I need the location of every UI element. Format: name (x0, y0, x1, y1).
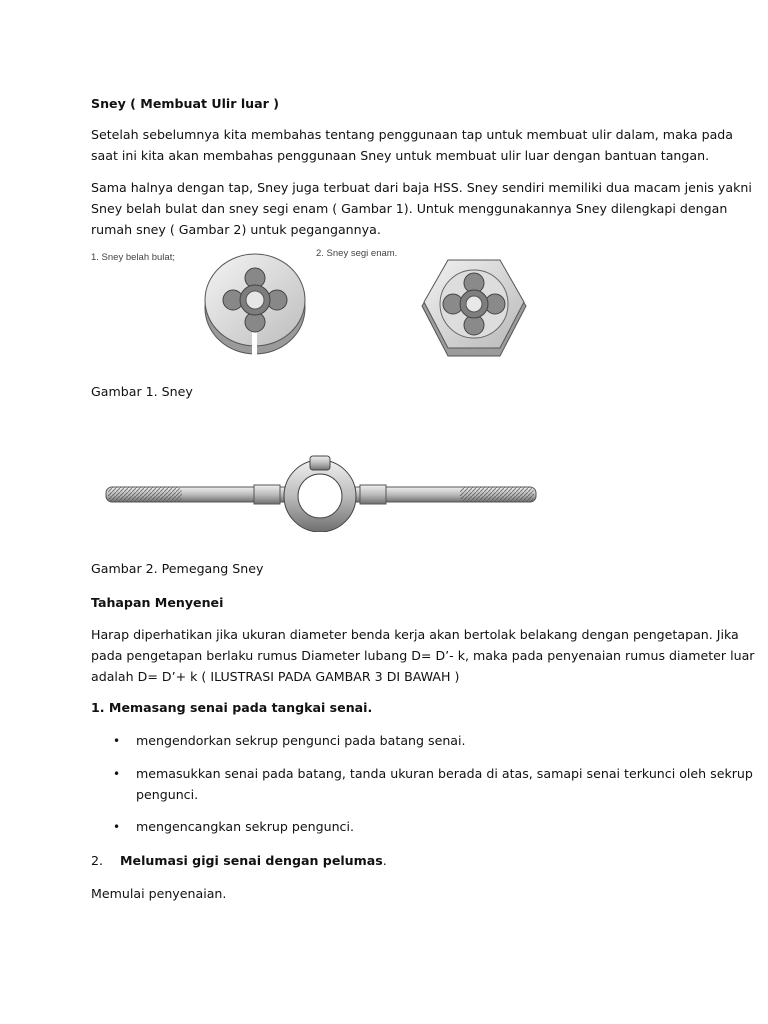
die-holder-image (104, 452, 538, 532)
bullet-item-3-text: mengencangkan sekrup pengunci. (136, 819, 354, 834)
bullet-item-2-line-2: pengunci. (136, 787, 199, 802)
bullet-item-2 (136, 763, 753, 805)
step2-heading-text: Melumasi gigi senai dengan pelumas (120, 853, 383, 868)
procedure-line-3: adalah D= D’+ k ( ILUSTRASI PADA GAMBAR 3 DI BAWAH ) (91, 669, 460, 684)
intro-line-1: Setelah sebelumnya kita membahas tentang penggunaan tap untuk membuat ulir dalam, maka pada (91, 127, 734, 142)
figure1-label-hex: 2. Sney segi enam. (316, 248, 398, 259)
document-title: Sney ( Membuat Ulir luar ) (91, 96, 279, 111)
types-paragraph (91, 177, 752, 240)
section-heading: Tahapan Menyenei (91, 595, 224, 610)
step2-number: 2. (91, 853, 104, 868)
types-line-2: Sney belah bulat dan sney segi enam ( Gambar 1). Untuk menggunakannya Sney dilengkapi dengan (91, 201, 728, 216)
hexagon-die-image (418, 256, 530, 364)
bullet-item-2-line-1: memasukkan senai pada batang, tanda ukuran berada di atas, samapi senai terkunci oleh sekrup (136, 766, 753, 781)
types-line-3: rumah sney ( Gambar 2) untuk pegangannya. (91, 222, 381, 237)
bullet-marker: • (113, 820, 121, 834)
bullet-item-1 (136, 730, 466, 751)
procedure-line-2: pada pengetapan berlaku rumus Diameter lubang D= D’- k, maka pada penyenaian rumus diameter luar (91, 648, 755, 663)
figure1-caption: Gambar 1. Sney (91, 384, 193, 399)
figure2-caption: Gambar 2. Pemegang Sney (91, 561, 264, 576)
procedure-paragraph (91, 624, 755, 687)
bullet-item-1-text: mengendorkan sekrup pengunci pada batang senai. (136, 733, 466, 748)
procedure-line-1: Harap diperhatikan jika ukuran diameter benda kerja akan bertolak belakang dengan pengetapan. Jika (91, 627, 739, 642)
step2-heading (120, 850, 387, 871)
bullet-item-3 (136, 816, 354, 837)
bullet-marker: • (113, 767, 121, 781)
types-line-1: Sama halnya dengan tap, Sney juga terbuat dari baja HSS. Sney sendiri memiliki dua macam jenis yakni (91, 180, 752, 195)
step1-heading: 1. Memasang senai pada tangkai senai. (91, 700, 373, 715)
round-split-die-image (200, 248, 310, 358)
closing-line: Memulai penyenaian. (91, 886, 227, 901)
intro-line-2: saat ini kita akan membahas penggunaan Sney untuk membuat ulir luar dengan bantuan tangan. (91, 148, 710, 163)
step2-period: . (382, 853, 387, 868)
bullet-marker: • (113, 734, 121, 748)
figure1-label-round: 1. Sney belah bulat; (91, 252, 175, 263)
intro-paragraph (91, 124, 734, 166)
